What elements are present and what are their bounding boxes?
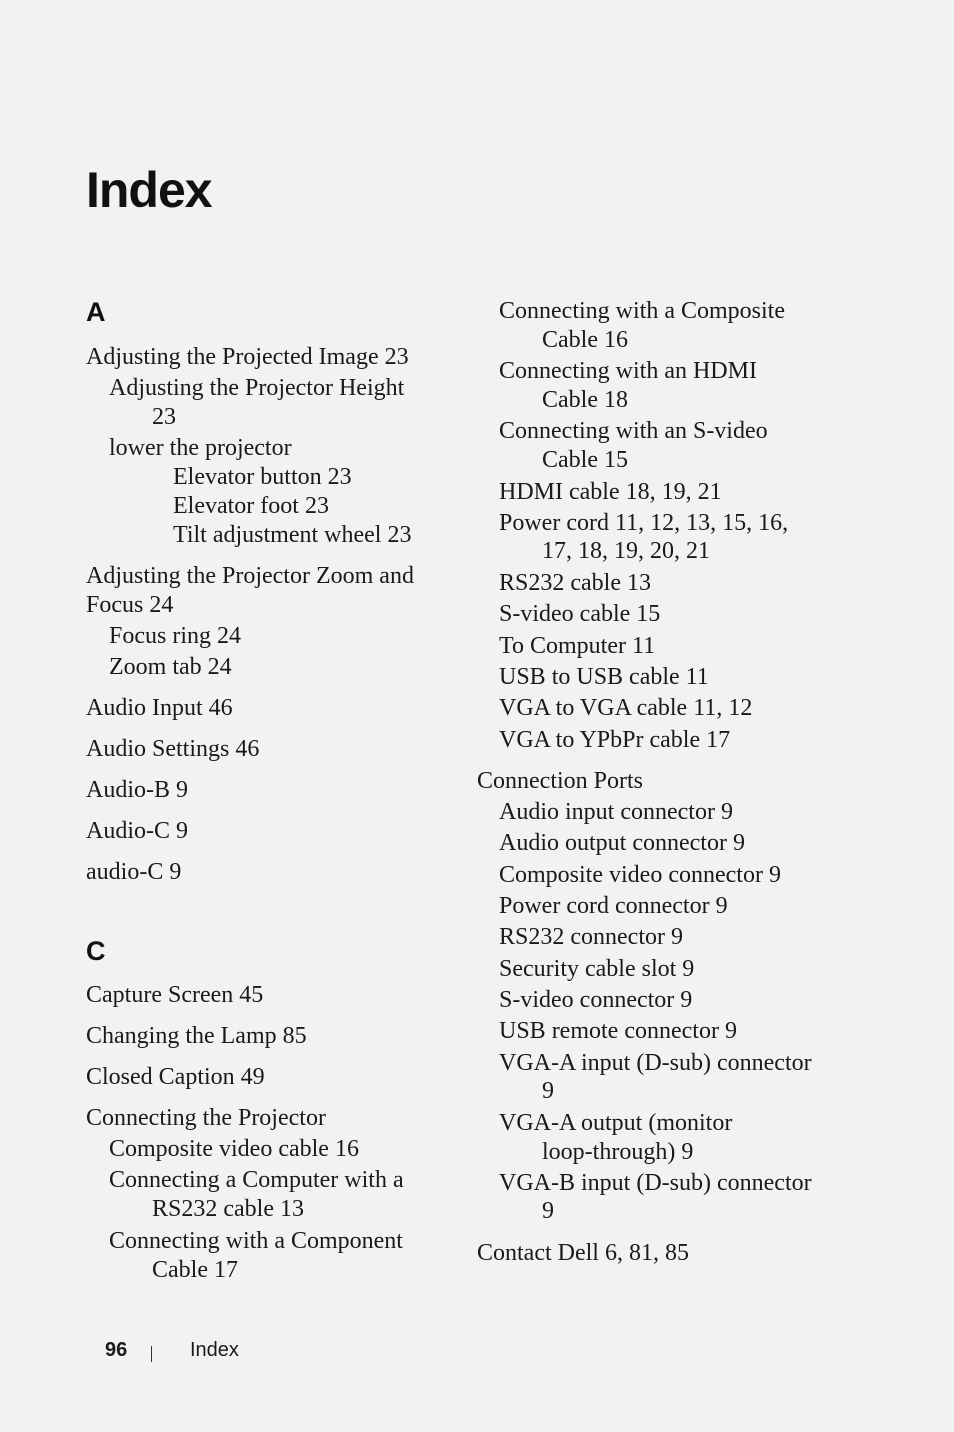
index-subentry: Connecting with a Component bbox=[109, 1228, 403, 1254]
footer-divider bbox=[151, 1346, 152, 1362]
index-subentry: S-video connector 9 bbox=[499, 987, 693, 1013]
section-heading-c: C bbox=[86, 936, 106, 966]
index-subentry: VGA-B input (D-sub) connector bbox=[499, 1170, 812, 1196]
index-subentry: Audio output connector 9 bbox=[499, 830, 745, 856]
index-entry: Closed Caption 49 bbox=[86, 1064, 265, 1090]
page-number: 96 bbox=[105, 1339, 128, 1361]
index-subentry: VGA to VGA cable 11, 12 bbox=[499, 695, 753, 721]
index-subentry: Connecting with an S-video bbox=[499, 418, 768, 444]
index-subentry: To Computer 11 bbox=[499, 633, 656, 659]
index-subentry-continued: loop-through) 9 bbox=[542, 1139, 694, 1165]
index-subentry: RS232 cable 13 bbox=[499, 570, 651, 596]
index-subentry-continued: 9 bbox=[542, 1198, 554, 1224]
index-subentry: VGA-A input (D-sub) connector bbox=[499, 1050, 812, 1076]
index-subentry: lower the projector bbox=[109, 435, 292, 461]
section-heading-a: A bbox=[86, 297, 106, 327]
index-subentry: USB to USB cable 11 bbox=[499, 664, 709, 690]
page-title: Index bbox=[86, 162, 212, 218]
index-entry: Connection Ports bbox=[477, 768, 643, 794]
index-subsubentry: Elevator button 23 bbox=[173, 464, 352, 490]
index-subentry: HDMI cable 18, 19, 21 bbox=[499, 479, 722, 505]
footer-section-label: Index bbox=[190, 1339, 239, 1361]
index-entry: Adjusting the Projector Zoom and bbox=[86, 563, 414, 589]
index-subsubentry: Elevator foot 23 bbox=[173, 493, 329, 519]
index-entry: Audio-B 9 bbox=[86, 777, 188, 803]
index-entry: Capture Screen 45 bbox=[86, 982, 264, 1008]
index-subentry: Connecting with a Composite bbox=[499, 298, 785, 324]
index-subentry-continued: RS232 cable 13 bbox=[152, 1196, 304, 1222]
index-subentry-continued: Cable 17 bbox=[152, 1257, 238, 1283]
index-subentry: Power cord 11, 12, 13, 15, 16, bbox=[499, 510, 789, 536]
index-subentry: Focus ring 24 bbox=[109, 623, 241, 649]
index-entry: Connecting the Projector bbox=[86, 1105, 326, 1131]
index-subentry: VGA to YPbPr cable 17 bbox=[499, 727, 731, 753]
index-subentry: Audio input connector 9 bbox=[499, 799, 733, 825]
index-entry: Changing the Lamp 85 bbox=[86, 1023, 307, 1049]
index-entry: Audio-C 9 bbox=[86, 818, 188, 844]
index-subentry: VGA-A output (monitor bbox=[499, 1110, 733, 1136]
index-subentry: Security cable slot 9 bbox=[499, 956, 695, 982]
index-subentry: S-video cable 15 bbox=[499, 601, 661, 627]
index-entry: Contact Dell 6, 81, 85 bbox=[477, 1240, 689, 1266]
index-subentry: Zoom tab 24 bbox=[109, 654, 232, 680]
index-subentry: Composite video cable 16 bbox=[109, 1136, 359, 1162]
index-subentry-continued: Cable 18 bbox=[542, 387, 628, 413]
index-subentry-continued: Cable 16 bbox=[542, 327, 628, 353]
index-entry: Audio Settings 46 bbox=[86, 736, 260, 762]
index-subentry: Adjusting the Projector Height bbox=[109, 375, 405, 401]
index-subentry: Connecting with an HDMI bbox=[499, 358, 757, 384]
index-subentry: Power cord connector 9 bbox=[499, 893, 728, 919]
index-subentry-continued: 17, 18, 19, 20, 21 bbox=[542, 538, 710, 564]
index-subentry-continued: 23 bbox=[152, 404, 176, 430]
index-subentry-continued: Cable 15 bbox=[542, 447, 628, 473]
index-subsubentry: Tilt adjustment wheel 23 bbox=[173, 522, 412, 548]
index-subentry: Connecting a Computer with a bbox=[109, 1167, 404, 1193]
index-entry: Adjusting the Projected Image 23 bbox=[86, 344, 409, 370]
index-entry: audio-C 9 bbox=[86, 859, 182, 885]
index-subentry: USB remote connector 9 bbox=[499, 1018, 737, 1044]
index-entry: Audio Input 46 bbox=[86, 695, 233, 721]
index-subentry: Composite video connector 9 bbox=[499, 862, 781, 888]
index-entry-continued: Focus 24 bbox=[86, 592, 174, 618]
index-subentry: RS232 connector 9 bbox=[499, 924, 683, 950]
index-subentry-continued: 9 bbox=[542, 1078, 554, 1104]
